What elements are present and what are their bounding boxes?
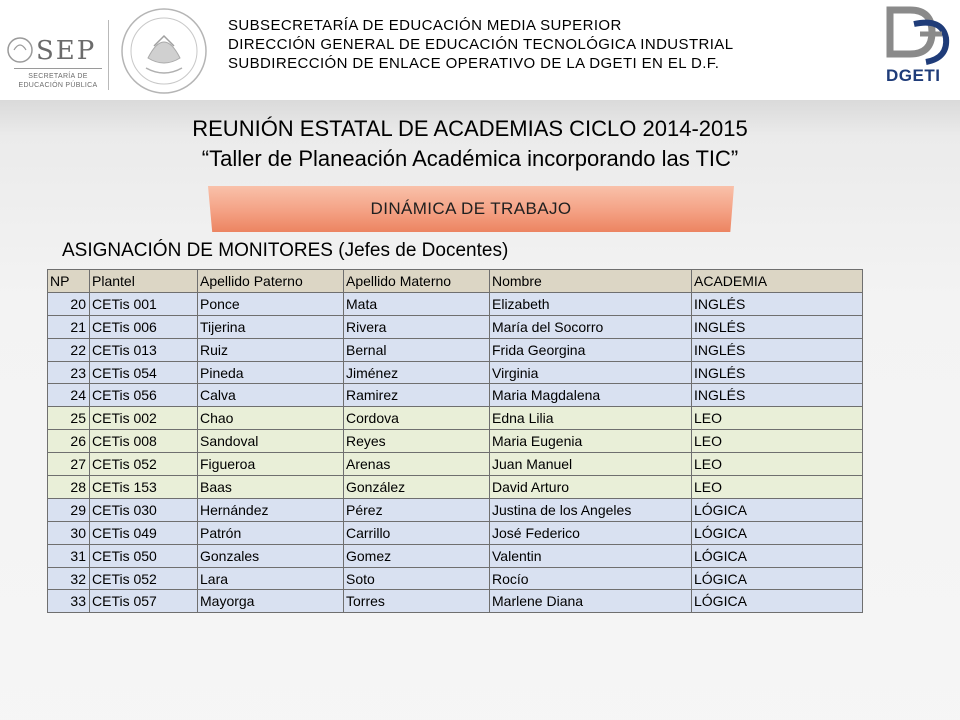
cell-np: 22 [48,338,90,361]
cell-materno: Gomez [344,544,490,567]
cell-nombre: Frida Georgina [490,338,692,361]
sep-divider [14,68,102,69]
cell-academia: LÓGICA [692,567,863,590]
cell-np: 33 [48,590,90,613]
cell-academia: LÓGICA [692,521,863,544]
cell-paterno: Calva [198,384,344,407]
cell-materno: González [344,476,490,499]
cell-plantel: CETis 008 [90,430,198,453]
table-row [48,407,863,430]
cell-materno: Bernal [344,338,490,361]
cell-nombre: José Federico [490,521,692,544]
cell-academia: LÓGICA [692,590,863,613]
cell-np: 25 [48,407,90,430]
cell-np: 20 [48,292,90,315]
header-divider [108,20,109,90]
cell-nombre: David Arturo [490,476,692,499]
cell-np: 27 [48,453,90,476]
table-row [48,292,863,315]
cell-plantel: CETis 153 [90,476,198,499]
cell-paterno: Mayorga [198,590,344,613]
table-row [48,430,863,453]
cell-plantel: CETis 030 [90,498,198,521]
cell-paterno: Figueroa [198,453,344,476]
cell-academia: LEO [692,476,863,499]
cell-plantel: CETis 006 [90,315,198,338]
cell-nombre: Justina de los Angeles [490,498,692,521]
cell-np: 32 [48,567,90,590]
cell-paterno: Ruiz [198,338,344,361]
cell-nombre: Marlene Diana [490,590,692,613]
cell-plantel: CETis 057 [90,590,198,613]
cell-academia: INGLÉS [692,361,863,384]
cell-paterno: Ponce [198,292,344,315]
cell-np: 30 [48,521,90,544]
sep-subtitle [6,72,110,90]
cell-np: 31 [48,544,90,567]
cell-nombre: Virginia [490,361,692,384]
header-line-2: DIRECCIÓN GENERAL DE EDUCACIÓN TECNOLÓGICA INDUSTRIAL [228,36,734,53]
cell-paterno: Sandoval [198,430,344,453]
table-row [48,567,863,590]
cell-materno: Soto [344,567,490,590]
col-header-apellido-materno: Apellido Materno [344,270,490,293]
col-header-plantel: Plantel [90,270,198,293]
cell-nombre: Elizabeth [490,292,692,315]
workshop-subtitle: “Taller de Planeación Académica incorporando las TIC” [201,146,739,171]
cell-nombre: Edna Lilia [490,407,692,430]
cell-np: 23 [48,361,90,384]
table-row [48,384,863,407]
table-row [48,544,863,567]
cell-nombre: Maria Magdalena [490,384,692,407]
cell-nombre: Maria Eugenia [490,430,692,453]
cell-plantel: CETis 002 [90,407,198,430]
col-header-apellido-paterno: Apellido Paterno [198,270,344,293]
cell-nombre: Valentin [490,544,692,567]
cell-materno: Carrillo [344,521,490,544]
table-row [48,315,863,338]
table-row [48,590,863,613]
sep-emblem-icon [6,22,36,72]
cell-materno: Torres [344,590,490,613]
cell-np: 29 [48,498,90,521]
sep-subtitle-line1: SECRETARÍA DE [28,73,88,80]
cell-materno: Ramirez [344,384,490,407]
cell-academia: INGLÉS [692,292,863,315]
cell-academia: LEO [692,407,863,430]
col-header-nombre: Nombre [490,270,692,293]
table-row [48,453,863,476]
cell-np: 28 [48,476,90,499]
cell-academia: LÓGICA [692,544,863,567]
sep-subtitle-line2: EDUCACIÓN PÚBLICA [18,82,98,89]
cell-academia: INGLÉS [692,315,863,338]
cell-plantel: CETis 001 [90,292,198,315]
header-line-1: SUBSECRETARÍA DE EDUCACIÓN MEDIA SUPERIOR [228,17,622,34]
table-row [48,498,863,521]
monitors-table [47,269,863,613]
table-row [48,338,863,361]
cell-nombre: Juan Manuel [490,453,692,476]
cell-academia: LEO [692,430,863,453]
dynamic-banner-label: DINÁMICA DE TRABAJO [370,199,572,218]
table-row [48,521,863,544]
cell-np: 24 [48,384,90,407]
sep-wordmark: SEP [36,36,97,66]
cell-plantel: CETis 050 [90,544,198,567]
cell-academia: INGLÉS [692,384,863,407]
cell-np: 26 [48,430,90,453]
cell-plantel: CETis 054 [90,361,198,384]
cell-paterno: Chao [198,407,344,430]
cell-paterno: Pineda [198,361,344,384]
cell-paterno: Tijerina [198,315,344,338]
cell-materno: Rivera [344,315,490,338]
cell-materno: Mata [344,292,490,315]
cell-paterno: Lara [198,567,344,590]
cell-plantel: CETis 052 [90,453,198,476]
table-header-row [48,270,863,293]
cell-materno: Jiménez [344,361,490,384]
cell-academia: LÓGICA [692,498,863,521]
meeting-title: REUNIÓN ESTATAL DE ACADEMIAS CICLO 2014-2015 [192,116,748,141]
sep-logo [6,18,106,96]
header-line-3: SUBDIRECCIÓN DE ENLACE OPERATIVO DE LA DGETI EN EL D.F. [228,55,720,72]
cell-nombre: María del Socorro [490,315,692,338]
cell-paterno: Gonzales [198,544,344,567]
cell-nombre: Rocío [490,567,692,590]
cell-paterno: Baas [198,476,344,499]
header-institution-lines [228,16,733,73]
national-seal-icon [118,6,210,96]
table-row [48,476,863,499]
section-heading: ASIGNACIÓN DE MONITORES (Jefes de Docentes) [62,240,509,261]
cell-materno: Reyes [344,430,490,453]
cell-plantel: CETis 049 [90,521,198,544]
cell-paterno: Hernández [198,498,344,521]
cell-academia: INGLÉS [692,338,863,361]
dgeti-wordmark: DGETI [886,66,941,85]
table-row [48,361,863,384]
cell-plantel: CETis 013 [90,338,198,361]
col-header-academia: ACADEMIA [692,270,863,293]
cell-paterno: Patrón [198,521,344,544]
cell-np: 21 [48,315,90,338]
cell-materno: Cordova [344,407,490,430]
cell-materno: Pérez [344,498,490,521]
cell-materno: Arenas [344,453,490,476]
col-header-np: NP [48,270,90,293]
cell-plantel: CETis 052 [90,567,198,590]
cell-plantel: CETis 056 [90,384,198,407]
cell-academia: LEO [692,453,863,476]
